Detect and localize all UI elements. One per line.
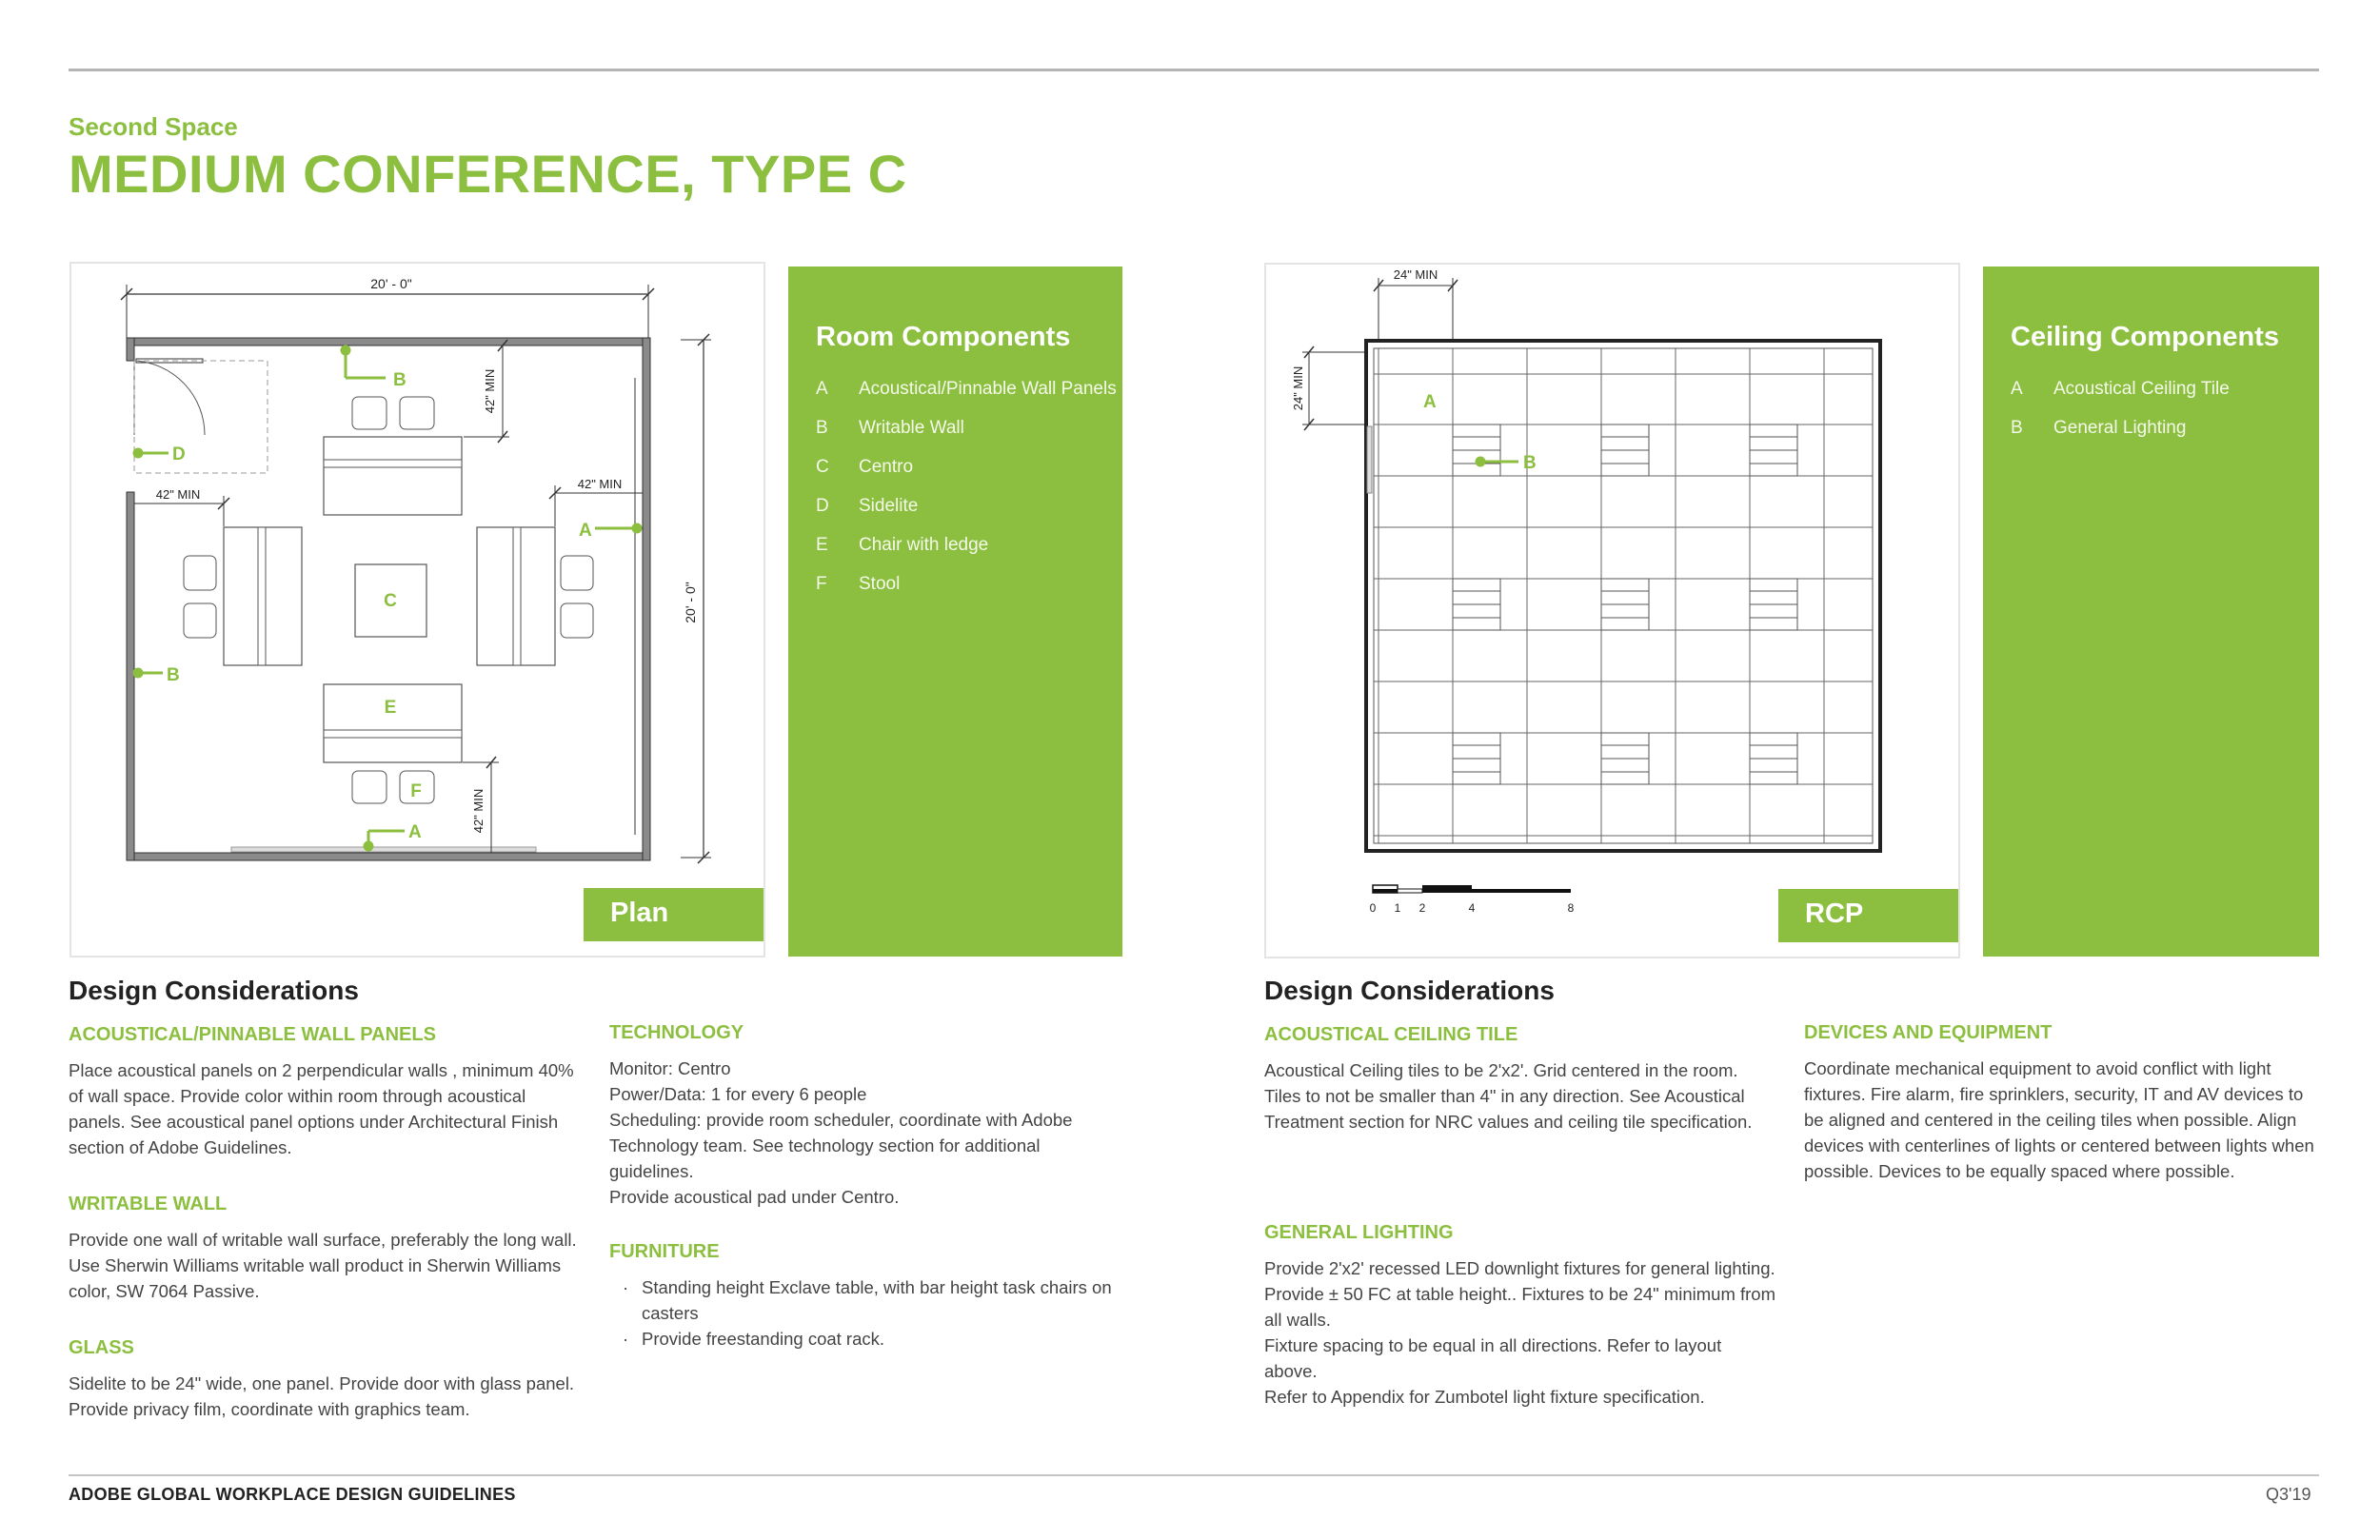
writable-section	[69, 1194, 583, 1304]
devices-body: Coordinate mechanical equipment to avoid conflict with light fixtures. Fire alarm, fire sprinklers, security, IT and AV devices to be aligned and centered in the ceiling tiles when possible. Align devices with centerlines of lights or centered between lights when possible. Devices to be equally spaced where possible.	[1804, 1058, 2314, 1181]
scale-1: 1	[1394, 901, 1401, 915]
plan-min-bottom: 42" MIN	[471, 788, 486, 834]
room-components-title: Room Components	[816, 322, 1071, 352]
list-item: · Provide freestanding coat rack.	[642, 1326, 1123, 1352]
plan-height-dim: 20' - 0"	[683, 582, 698, 623]
light-fixture	[1601, 424, 1649, 476]
floor-plan-svg	[71, 264, 764, 956]
light-fixture	[1750, 733, 1797, 784]
page-title: MEDIUM CONFERENCE, TYPE C	[69, 144, 907, 204]
marker-d: D	[172, 444, 186, 464]
light-fixture	[1750, 579, 1797, 630]
technology-body: Monitor: Centro Power/Data: 1 for every 6 people Scheduling: provide room scheduler, coordinate with Adobe Technology team. See technology section for additional guidelines. Provide acoustical pad under Centro.	[609, 1058, 1073, 1207]
marker-f: F	[410, 781, 422, 801]
room-components-list	[816, 379, 1117, 613]
list-item: F Stool	[816, 574, 901, 594]
list-item: B General Lighting	[2011, 418, 2187, 438]
ceiling-tile-title: ACOUSTICAL CEILING TILE	[1264, 1024, 1518, 1045]
marker-b2: B	[167, 665, 180, 685]
plan-drawing	[69, 262, 765, 958]
right-design-considerations-heading: Design Considerations	[1264, 976, 1555, 1005]
list-item: A Acoustical Ceiling Tile	[2011, 379, 2230, 399]
rcp-dim-side: 24" MIN	[1291, 365, 1305, 411]
lighting-body: Provide 2'x2' recessed LED downlight fixtures for general lighting. Provide ± 50 FC at table height.. Fixtures to be 24" minimum from all walls. Fixture spacing to be equal in all directions. Refer to layout above. Refer to Appendix for Zumbotel light fixture specification.	[1264, 1258, 1775, 1407]
writable-title: WRITABLE WALL	[69, 1194, 228, 1214]
light-fixture	[1601, 579, 1649, 630]
ceiling-components-title: Ceiling Components	[2011, 322, 2279, 352]
rcp-dim-top: 24" MIN	[1393, 267, 1438, 282]
plan-tag: Plan	[584, 888, 764, 941]
furniture-section	[609, 1241, 1123, 1352]
glass-section	[69, 1337, 583, 1422]
rcp-tag: RCP	[1778, 889, 1958, 942]
footer-date: Q3'19	[2266, 1485, 2311, 1504]
plan-width-dim: 20' - 0"	[370, 276, 412, 291]
page-subtitle: Second Space	[69, 112, 238, 141]
light-fixture	[1750, 424, 1797, 476]
marker-e: E	[384, 698, 397, 718]
ceiling-components-panel	[1983, 267, 2319, 957]
scale-2: 2	[1418, 901, 1426, 915]
footer-title: ADOBE GLOBAL WORKPLACE DESIGN GUIDELINES	[69, 1485, 516, 1504]
devices-section	[1804, 1022, 2323, 1184]
ceiling-components-list	[2011, 379, 2230, 457]
lighting-section	[1264, 1222, 1778, 1410]
list-item: · Standing height Exclave table, with bar height task chairs on casters	[642, 1274, 1123, 1326]
marker-a2: A	[408, 822, 422, 842]
glass-body: Sidelite to be 24" wide, one panel. Provide door with glass panel. Provide privacy film, coordinate with graphics team.	[69, 1373, 575, 1419]
light-fixture	[1453, 579, 1500, 630]
furniture-list	[609, 1274, 1123, 1352]
list-item: C Centro	[816, 457, 914, 477]
technology-section	[609, 1022, 1123, 1210]
rcp-marker-b: B	[1523, 453, 1537, 473]
devices-title: DEVICES AND EQUIPMENT	[1804, 1022, 2053, 1043]
glass-title: GLASS	[69, 1337, 134, 1358]
lighting-title: GENERAL LIGHTING	[1264, 1222, 1454, 1243]
light-fixture	[1601, 733, 1649, 784]
scale-0: 0	[1369, 901, 1377, 915]
scale-bar	[1370, 885, 1575, 915]
left-design-considerations-heading: Design Considerations	[69, 976, 359, 1005]
list-item: D Sidelite	[816, 496, 919, 516]
plan-min-top: 42" MIN	[483, 368, 497, 414]
ceiling-tile-section	[1264, 1024, 1778, 1135]
room-components-panel	[788, 267, 1122, 957]
scale-8: 8	[1567, 901, 1575, 915]
marker-a1: A	[579, 521, 592, 541]
technology-title: TECHNOLOGY	[609, 1022, 744, 1043]
scale-4: 4	[1468, 901, 1476, 915]
rcp-marker-a: A	[1423, 392, 1437, 412]
acoustical-title: ACOUSTICAL/PINNABLE WALL PANELS	[69, 1024, 436, 1045]
list-item: A Acoustical/Pinnable Wall Panels	[816, 379, 1117, 399]
light-fixture	[1453, 424, 1500, 476]
furniture-title: FURNITURE	[609, 1241, 720, 1262]
plan-min-left: 42" MIN	[155, 487, 201, 502]
top-rule	[69, 69, 2319, 71]
list-item: B Writable Wall	[816, 418, 964, 438]
acoustical-section	[69, 1024, 583, 1160]
light-fixture	[1453, 733, 1500, 784]
acoustical-body: Place acoustical panels on 2 perpendicular walls , minimum 40% of wall space. Provide color within room through acoustical panels. See acoustical panel options under Architectural Finish section of Adobe Guidelines.	[69, 1060, 574, 1157]
plan-min-right: 42" MIN	[577, 477, 623, 491]
list-item: E Chair with ledge	[816, 535, 989, 555]
writable-body: Provide one wall of writable wall surface, preferably the long wall. Use Sherwin Williams writable wall product in Sherwin Williams color, SW 7064 Passive.	[69, 1230, 577, 1301]
rcp-drawing	[1264, 263, 1960, 958]
marker-b1: B	[393, 370, 407, 390]
ceiling-plan-svg	[1266, 265, 1958, 957]
bottom-rule	[69, 1474, 2319, 1476]
ceiling-tile-body: Acoustical Ceiling tiles to be 2'x2'. Grid centered in the room. Tiles to not be smaller than 4" in any direction. See Acoustical Treatment section for NRC values and ceiling tile specification.	[1264, 1060, 1753, 1132]
marker-c: C	[384, 591, 397, 611]
